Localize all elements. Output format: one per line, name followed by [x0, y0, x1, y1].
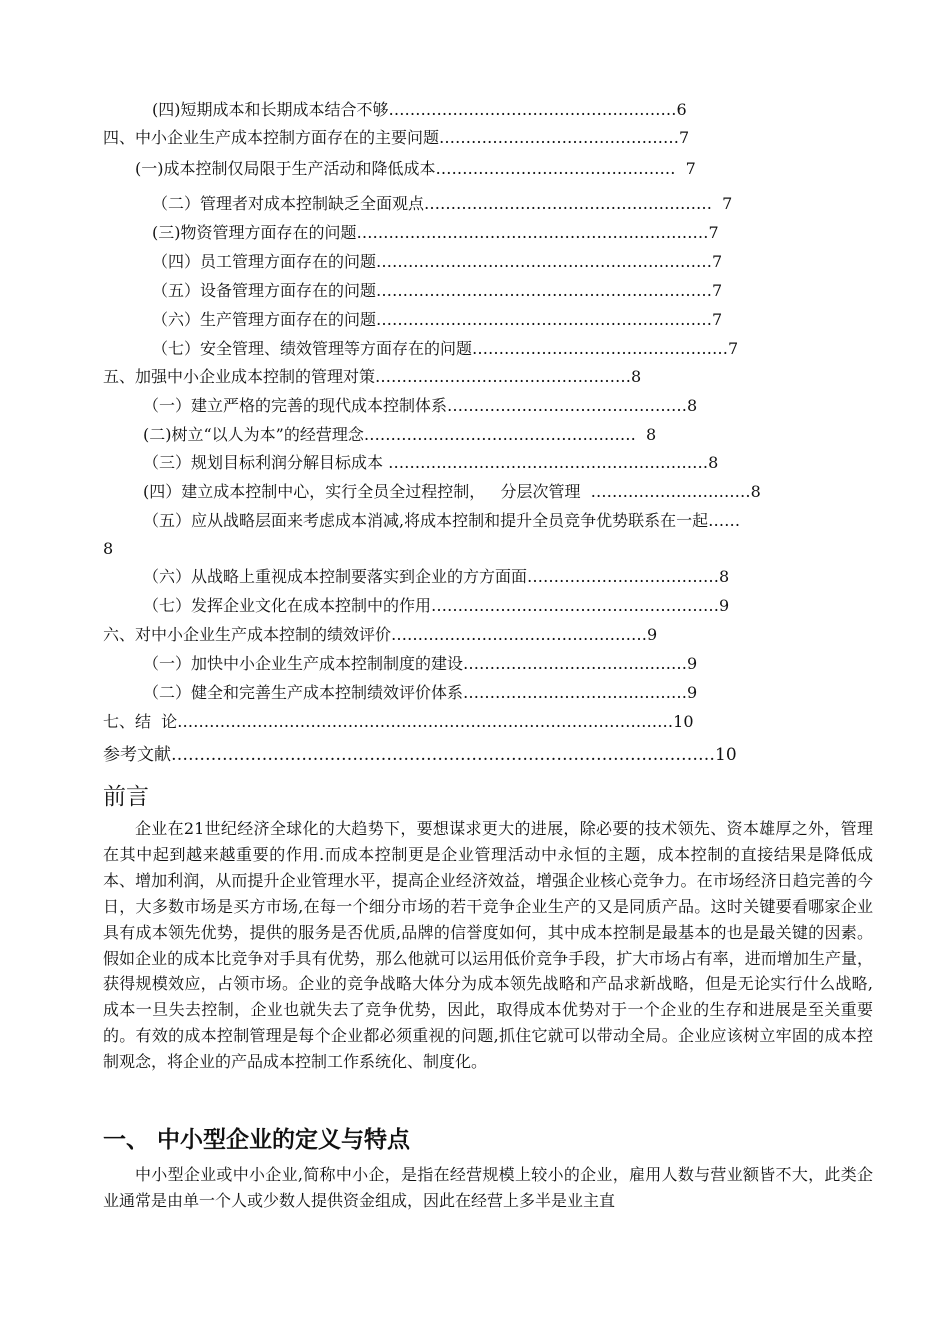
- toc-entry[interactable]: (四）建立成本控制中心，实行全员全过程控制， 分层次管理 …………………………8: [143, 482, 761, 501]
- section-heading: 一、 中小型企业的定义与特点: [103, 1127, 411, 1153]
- toc-entry[interactable]: （五）应从战略层面来考虑成本消减,将成本控制和提升全员竞争优势联系在一起……: [143, 511, 741, 530]
- toc-entry[interactable]: （七）安全管理、绩效管理等方面存在的问题…………………………………………7: [152, 339, 739, 358]
- toc-entry[interactable]: （七）发挥企业文化在成本控制中的作用………………………………………………9: [143, 596, 730, 615]
- preface-paragraph: 企业在21世纪经济全球化的大趋势下，要想谋求更大的进展，除必要的技术领先、资本雄厚之外，管理在其中起到越来越重要的作用.而成本控制更是企业管理活动中永恒的主题，成本控制的直接结果是降低成本、增加利润，从而提升企业管理水平，提高企业经济效益，增强企业核心竞争力。在市场经济日趋完善的今日，大多数市场是买方市场,在每一个细分市场的若干竞争企业生产的又是同质产品。这时关键要看哪家企业具有成本领先优势，提供的服务是否优质,品牌的信誉度如何，其中成本控制是最基本的也是最关键的因素。假如企业的成本比竞争对手具有优势，那么他就可以运用低价竞争手段，扩大市场占有率，进而增加生产量，获得规模效应，占领市场。企业的竞争战略大体分为成本领先战略和产品求新战略，但是无论实行什么战略,成本一旦失去控制，企业也就失去了竞争优势，因此，取得成本优势对于一个企业的生存和进展是至关重要的。有效的成本控制管理是每个企业都必须重视的问题,抓住它就可以带动全局。企业应该树立牢固的成本控制观念，将企业的产品成本控制工作系统化、制度化。: [103, 819, 873, 1072]
- toc-entry[interactable]: （六）从战略上重视成本控制要落实到企业的方方面面………………………………8: [143, 567, 730, 586]
- toc-entry[interactable]: 参考文献……………………………………………………………………………………10: [103, 745, 737, 765]
- toc-entry[interactable]: （一）加快中小企业生产成本控制制度的建设……………………………………9: [143, 654, 698, 673]
- toc-entry[interactable]: (一)成本控制仅局限于生产活动和降低成本……………………………………… 7: [135, 159, 696, 178]
- toc-entry[interactable]: （四）员工管理方面存在的问题………………………………………………………7: [152, 252, 723, 271]
- toc-entry[interactable]: （二）健全和完善生产成本控制绩效评价体系……………………………………9: [143, 683, 698, 702]
- toc-entry[interactable]: (二)树立“以人为本”的经营理念…………………………………………… 8: [143, 425, 657, 444]
- toc-entry[interactable]: 五、加强中小企业成本控制的管理对策…………………………………………8: [103, 367, 642, 386]
- toc-entry[interactable]: 四、中小企业生产成本控制方面存在的主要问题………………………………………7: [103, 128, 690, 147]
- toc-entry[interactable]: (三)物资管理方面存在的问题…………………………………………………………7: [152, 223, 719, 242]
- section-paragraph: 中小型企业或中小企业,简称中小企，是指在经营规模上较小的企业，雇用人数与营业额皆不大，此类企业通常是由单一个人或少数人提供资金组成，因此在经营上多半是业主直: [103, 1165, 873, 1210]
- toc-entry[interactable]: （一）建立严格的完善的现代成本控制体系………………………………………8: [143, 396, 698, 415]
- toc-entry[interactable]: （三）规划目标利润分解目标成本 ……………………………………………………8: [143, 453, 719, 472]
- toc-entry[interactable]: (四)短期成本和长期成本结合不够………………………………………………6: [152, 100, 687, 119]
- preface-heading: 前言: [103, 784, 149, 810]
- toc-entry[interactable]: 六、对中小企业生产成本控制的绩效评价…………………………………………9: [103, 625, 658, 644]
- toc-entry-page-number[interactable]: 8: [103, 539, 114, 558]
- toc-entry[interactable]: 七、结 论…………………………………………………………………………………10: [103, 712, 694, 731]
- toc-entry[interactable]: （二）管理者对成本控制缺乏全面观点……………………………………………… 7: [152, 194, 733, 213]
- toc-entry[interactable]: （六）生产管理方面存在的问题………………………………………………………7: [152, 310, 723, 329]
- toc-entry[interactable]: （五）设备管理方面存在的问题………………………………………………………7: [152, 281, 723, 300]
